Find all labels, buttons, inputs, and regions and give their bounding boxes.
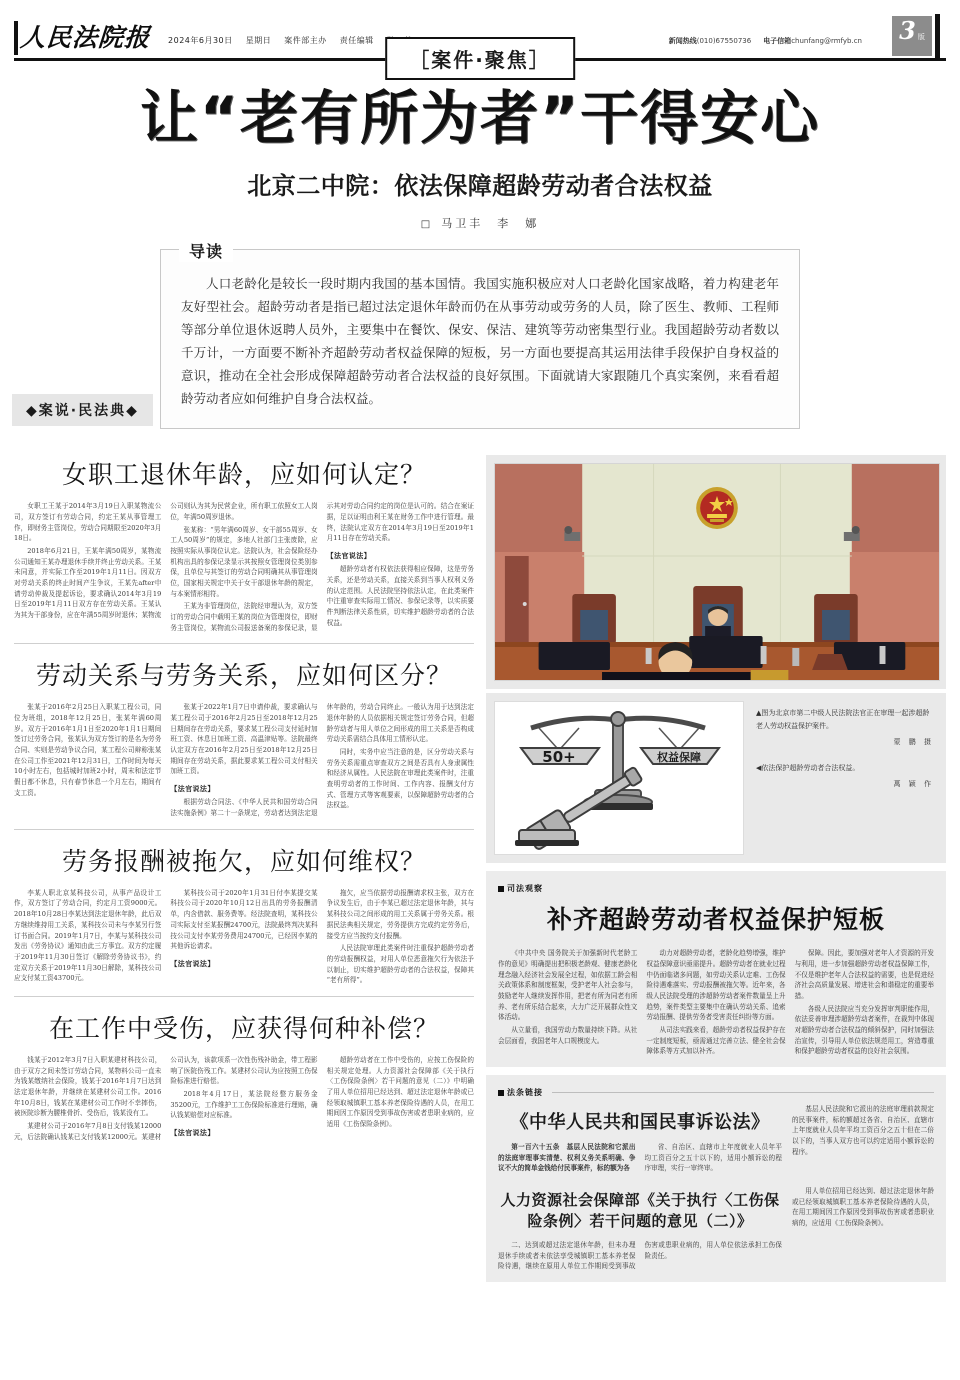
article-block [14, 842, 474, 986]
paper-logo: 人民法院报 [19, 23, 152, 52]
scale-left-label: 50+ [542, 748, 576, 767]
article-block [14, 656, 474, 818]
law-clause: 第一百六十五条 基层人民法院和它派出的法庭审理事实清楚、权利义务关系明确、争议不大的简单金钱给付民事案件，标的额为各 [498, 1143, 636, 1173]
commentary-paragraph: 从司法实践来看，超龄劳动者权益保护存在一定制度短板，亟需通过完善立法、健全社会保障体系等方式加以补齐。 [646, 1026, 786, 1056]
sidebar-tag-case-civil-code: ◆案说·民法典◆ [12, 394, 153, 426]
article-body [14, 1055, 474, 1142]
commentary-paragraph: 动力对超龄劳动者，老龄化趋势增强，维护权益保障意识亟需提升。超龄劳动者在就业过程中仍面临诸多问题，如劳动关系认定难、工伤保险待遇难落实、劳动报酬被拖欠等。近年来，各级人民法院受理的涉超龄劳动者案件数量呈上升趋势，案件类型主要集中在确认劳动关系、追索劳动报酬、提供劳务者受害责任纠纷等方面。 [646, 949, 786, 1022]
law-side-body [792, 1186, 934, 1229]
divider [14, 643, 474, 644]
commentary-tag-label: 司法观察 [507, 884, 543, 894]
illustration-caption [756, 762, 934, 774]
masthead [14, 0, 946, 72]
main-content [14, 455, 946, 1282]
square-bullet-icon [498, 1090, 504, 1096]
department: 案件部主办 [284, 36, 327, 45]
intro-box [160, 241, 800, 430]
email-value: chunfang@rmfyb.cn [791, 37, 862, 45]
article-title: 劳务报酬被拖欠，应如何维权？ [61, 846, 426, 876]
law-links-tag [498, 1087, 934, 1098]
caption-marker-left: ◀ [756, 764, 762, 773]
law-entry-main [498, 1186, 782, 1272]
law-body [498, 1142, 782, 1176]
illustration-caption-row [486, 693, 946, 863]
commentary-paragraph: 保障。因此，要加强对老年人才资源的开发与利用，进一步加强超龄劳动者权益保障工作，不仅是维护老年人合法权益的需要，也是促进经济社会高质量发展、增进社会和谐稳定的重要举措。 [794, 949, 934, 1001]
article-body [14, 702, 474, 818]
article-paragraph: 同时，实务中应当注意的是，区分劳动关系与劳务关系需重点审查双方之间是否具有人身隶属性和经济从属性。人民法院在审理此类案件时，注重查明劳动者的工作时间、工作内容、报酬支付方式、管理方式等客观要素，以保障超龄劳动者的合法权益。 [326, 748, 474, 810]
hotline-value: (010)67550736 [696, 37, 752, 45]
article-body [14, 888, 474, 986]
editor-label: 责任编辑 [339, 36, 374, 45]
publication-date: 2024年6月30日 [168, 36, 233, 45]
byline [0, 215, 960, 231]
article-paragraph: 钱某于2012年3月7日入职某建材科技公司，由于双方之间未签订劳动合同，某物料公司一直未为钱某缴纳社会保险，钱某于2016年1月7日达到法定退休年龄，并继续在某建材公司工作。2016年10月8日，钱某在某建材公司工作时不幸摔伤，被医院诊断为腰椎骨折、受伤后，钱某没有工。 [14, 1055, 162, 1118]
article-paragraph: 张某于2016年2月25日入职某工程公司，同位为班组，2018年12月25日，张某年满60周岁。双方于2016年1月1日至2020年1月1日期间签订过劳务合同，张某认为双方签订的是名为劳务合同、实则是劳动争议合同，某工程公司辩称张某在公司工作至2021年12月31日，工作时间为每天10小时左右，包括城时加班2小时，周末和法定节假日都不休息，只有春节休息一个月左右，期间有支工资。 [14, 703, 162, 797]
page-headline: 让“老有所为者”干得安心 [139, 84, 821, 152]
courtroom-photo [494, 463, 940, 681]
photo-credit: 蒙 鹏 摄 [893, 737, 934, 746]
page-subheadline: 北京二中院：依法保障超龄劳动者合法权益 [247, 171, 713, 200]
article-paragraph: 根据劳动合同法、《中华人民共和国劳动合同法实施条例》第二十一条规定，劳动者达到法定退休年龄的，劳动合同终止。一般认为用于达到法定退休年龄的人员依据相关规定签订劳务合同，但超龄劳动者与用人单位之间形成的用工关系是否构成劳动关系需结合具体用工情形认定。 [170, 703, 474, 818]
judge-commentary-tag: 【法官说法】 [170, 958, 215, 968]
email-label: 电子信箱 [763, 37, 792, 45]
commentary-paragraph: 《中共中央 国务院关于加强新时代老龄工作的意见》明确提出把积极老龄观、健康老龄化理念融入经济社会发展全过程，如依据工龄会相关政策体系和制度框架，受护老年人社会参与，鼓励老年人继续发挥作用，把老有所为同老有所养、老有所乐结合起来，大力广泛开展群众性文体活动。 [498, 949, 638, 1022]
commentary-paragraph: 各级人民法院应当充分发挥审判职能作用，依法妥善审理涉超龄劳动者案件，在裁判中体现对超龄劳动者合法权益的倾斜保护，同时加强法治宣传，引导用人单位依法规范用工，营造尊重和保护超龄劳动者权益的良好社会氛围。 [794, 1004, 934, 1056]
byline-box-icon: □ [420, 218, 434, 230]
article-paragraph: 人民法院审理此类案件时注重保护超龄劳动者的劳动报酬权益，对用人单位恶意拖欠行为依法予以制止，切实维护超龄劳动者的合法权益，保障其“老有所得”。 [326, 944, 474, 985]
article-paragraph: 拖欠，应当依据劳动报酬请求权主张，双方在争议发生后，由于李某已超过法定退休年龄，其与某科技公司之间形成的用工关系属于劳务关系。根据民法典相关规定，劳务提供方完成约定劳务后，接受方应当按约支付报酬。 [326, 888, 474, 940]
page-label: 版 [917, 33, 925, 41]
judge-commentary-tag: 【法官说法】 [170, 784, 215, 794]
weekday: 星期日 [245, 36, 272, 45]
caption-column [744, 701, 938, 855]
article-body [14, 501, 474, 633]
divider [14, 996, 474, 997]
commentary-title: 补齐超龄劳动者权益保护短板 [546, 905, 885, 935]
masthead-right-bar [935, 14, 940, 58]
photo-frame [486, 455, 946, 689]
law-entry [498, 1104, 934, 1176]
judge-commentary-tag: 【法官说法】 [170, 1127, 215, 1137]
law-paragraph: 省、自治区、直辖市上年度就业人员年平均工资百分之五十以下的，适用小额诉讼的程序审理，实行一审终审。 [644, 1143, 782, 1173]
commentary-tag [498, 883, 934, 894]
left-column [14, 455, 474, 1282]
caption-text: 图为北京市第二中级人民法院法官正在审理一起涉超龄老人劳动权益保护案件。 [756, 709, 930, 730]
divider [14, 829, 474, 830]
judge-commentary-tag: 【法官说法】 [326, 551, 372, 561]
page-number: 3 [899, 16, 916, 45]
law-links-tag-label: 法条链接 [507, 1088, 543, 1098]
scale-right-label: 权益保障 [657, 751, 701, 765]
caption-text: 依法保护超龄劳动者合法权益。 [761, 764, 860, 773]
illustration-box [494, 701, 744, 855]
law-side-body [792, 1104, 934, 1157]
tag-rule [552, 1092, 934, 1093]
law-links-section [486, 1075, 946, 1282]
article-paragraph: 超龄劳动者有权依法获得相应保障，这是劳务关系，还是劳动关系，直接关系到当事人权利义务的认定范围。人民法院坚持依法认定，在此类案件中注重审查实际用工情况、参保记录等，以实质要件判断法律关系性质，切实维护超龄劳动者的合法权益。 [326, 565, 474, 627]
article-block [14, 1009, 474, 1142]
title-block [0, 61, 960, 231]
article-paragraph: 女职工王某于2014年3月19日入职某物流公司，双方签订有劳动合同，约定王某从事管理工作，即财务主管岗位，劳动合同期限至2020年3月18日。 [14, 502, 162, 543]
masthead-meta [150, 35, 422, 58]
article-paragraph: 王某为非管理岗位，法院经审理认为，双方签订的劳动合同中载明王某的岗位为管理岗位，即财务主管岗位，某物流公司报送备案的参保记录，显示其对劳动合同约定的岗位是认可的。结合在案证据，足以证明由利王某在财务工作中进行管理。最终，法院认定双方在2014年3月19日至2019年1月11日存在劳动关系。 [170, 502, 474, 632]
law-paragraph: 二、达到或超过法定退休年龄，但未办理退休手续或者未依法享受城镇职工基本养老保险待遇，继续在原用人单位工作期间受到事故伤害或患职业病的，用人单位依法承担工伤保险责任。 [498, 1241, 782, 1271]
byline-authors: 马卫丰 李 娜 [441, 216, 540, 230]
article-paragraph: 张某称：“男年满60周岁、女干部55周岁、女工人50周岁”的规定，多地人社部门主张废除，应按照实际从事岗位认定。法院认为，社会保险经办机构出具的参保记录显示其按照女管理岗位类别参保，且单位与其签订的劳动合同明确其从事管理岗位，国家相关规定中关于女干部退休年龄的规定，与本案情形相符。 [170, 525, 318, 598]
intro-text: 人口老龄化是较长一段时期内我国的基本国情。我国实施积极应对人口老龄化国家战略，着力构建老年友好型社会。超龄劳动者是指已超过法定退休年龄而仍在从事劳动或劳务的人员，除了医生、教师、工程师等部分单位退休返聘人员外，主要集中在餐饮、保安、保洁、建筑等劳动密集型行业。我国超龄劳动者数以千万计，一方面要不断补齐超龄劳动者权益保障的短板，另一方面也要提高其运用法律手段保护自身权益的意识，推动在全社会形成保障超龄劳动者合法权益的良好氛围。下面就请大家跟随几个真实案例，来看看超龄劳动者应如何维护自身合法权益。 [181, 275, 779, 407]
law-paragraph: 基层人民法院和它派出的法庭审理前款规定的民事案件，标的额超过各省、自治区、直辖市上年度就业人员年平均工资百分之五十但在二倍以下的，当事人双方也可以约定适用小额诉讼的程序。 [792, 1105, 934, 1156]
law-entry [498, 1186, 934, 1272]
section-plate: ［案件·聚焦］ [385, 37, 575, 80]
commentary-body [498, 948, 934, 1057]
photo-caption [756, 707, 934, 732]
illustration-credit: 萬 颖 作 [893, 780, 934, 789]
law-entry-side [792, 1186, 934, 1272]
hotline-label: 新闻热线 [668, 37, 697, 45]
law-entry-main [498, 1104, 782, 1176]
article-paragraph: 超龄劳动者在工作中受伤的，应按工伤保险的相关规定处理。人力资源社会保障部《关于执行〈工伤保险条例〉若干问题的意见（二）》中明确了用人单位招用已经达到、超过法定退休年龄或已经领取城镇职工基本养老保险待遇的人员，在用工期间因工作原因受到事故伤害或者患职业病的，应适用《工伤保险条例》。 [326, 1055, 474, 1128]
caption-marker-up: ▲ [756, 709, 762, 718]
square-bullet-icon [498, 886, 504, 892]
article-paragraph: 2018年4月17日，某法院经整方服务金35200元，工作维护工工伤保险标准进行理赔，确认钱某赔偿对应标准。 [170, 1089, 318, 1120]
article-paragraph: 2018年6月21日，王某年满50周岁，某物流公司通知王某办理退休手续并终止劳动关系。王某未同意，并实际工作至2019年1月11日。因双方对劳动关系的终止时间产生争议，王某先after申请劳动仲裁及提起诉讼，要求确认2014年3月19日至2019年1月11日双方存在劳动关系。王某认为其为干部身份，应在年满55周岁时退休；某物流公司则认为其为民营企业，所有职工依照女工人岗位，年满50周岁退休。 [14, 502, 318, 620]
law-title: 《中华人民共和国民事诉讼法》 [510, 1112, 770, 1134]
article-block [14, 455, 474, 633]
article-title: 女职工退休年龄，应如何认定？ [61, 460, 426, 490]
intro-wrapper [26, 241, 800, 430]
intro-label: 导读 [179, 239, 233, 262]
commentary-paragraph: 从立量看，我国劳动力数量持续下降。从社会层面看，我国老年人口规模庞大。 [498, 1026, 638, 1045]
law-entry-side [792, 1104, 934, 1176]
law-title: 人力资源社会保障部《关于执行〈工伤保险条例〉若干问题的意见（二）》 [500, 1191, 780, 1231]
masthead-contact [669, 36, 874, 46]
article-title: 在工作中受伤，应获得何种补偿？ [48, 1013, 439, 1043]
scales-and-gavel-illustration [495, 702, 743, 854]
article-paragraph: 张某于2022年1月7日申请仲裁，要求确认与某工程公司于2016年2月25日至2018年12月25日期间存在劳动关系，要求某工程公司支付延时加班工资、休息日加班工资、高温津贴等。法院最终认定双方在2016年2月25日至2018年12月25日期间存在劳动关系，据此要求某工程公司支付相关加班工资。 [170, 703, 318, 776]
law-paragraph: 用人单位招用已经达到、超过法定退休年龄或已经领取城镇职工基本养老保险待遇的人员，在用工期间因工作原因受到事故伤害或者患职业病的，应适用《工伤保险条例》。 [792, 1187, 934, 1228]
commentary-section [486, 871, 946, 1067]
article-paragraph: 某建材公司于2016年7月8日支付钱某12000元，后法院确认钱某已支付钱某12000元。某建材公司认为，该款项系一次性伤残补助金，带工程影响了医院伤残工作。某建材公司认为应按照工伤保险标准进行赔偿。 [14, 1055, 318, 1141]
page-number-badge [892, 16, 932, 56]
article-title: 劳动关系与劳务关系，应如何区分？ [35, 661, 452, 691]
right-column [486, 455, 946, 1282]
article-paragraph: 某科技公司于2020年1月31日付李某提交某科技公司于2020年10月12日出具的劳务报酬清单，内含借款、服务费等。经法院查明，某科技公司实际支付至某报酬24700元，法院最终判决某科技公司支付李某劳务费用24700元，已经因李某的其他诉讼请求。 [170, 888, 318, 951]
law-body [498, 1240, 782, 1272]
article-paragraph: 李某人职北京某科技公司，从事产品设计工作，双方签订了劳动合同，约定月工资9000元。2018年10月28日李某达到法定退休年龄，此后双方继续维持用工关系，某科技公司未与李某另行签订书面合同。2019年1月7日，李某与某科技公司发出《劳务协议》通知由此三方事宜。双方约定履于2019年11月30日签订《解除劳务协议书》，约定双方关系于2019年11月30日解除，某科技公司应支付某工资43700元。 [14, 888, 162, 983]
